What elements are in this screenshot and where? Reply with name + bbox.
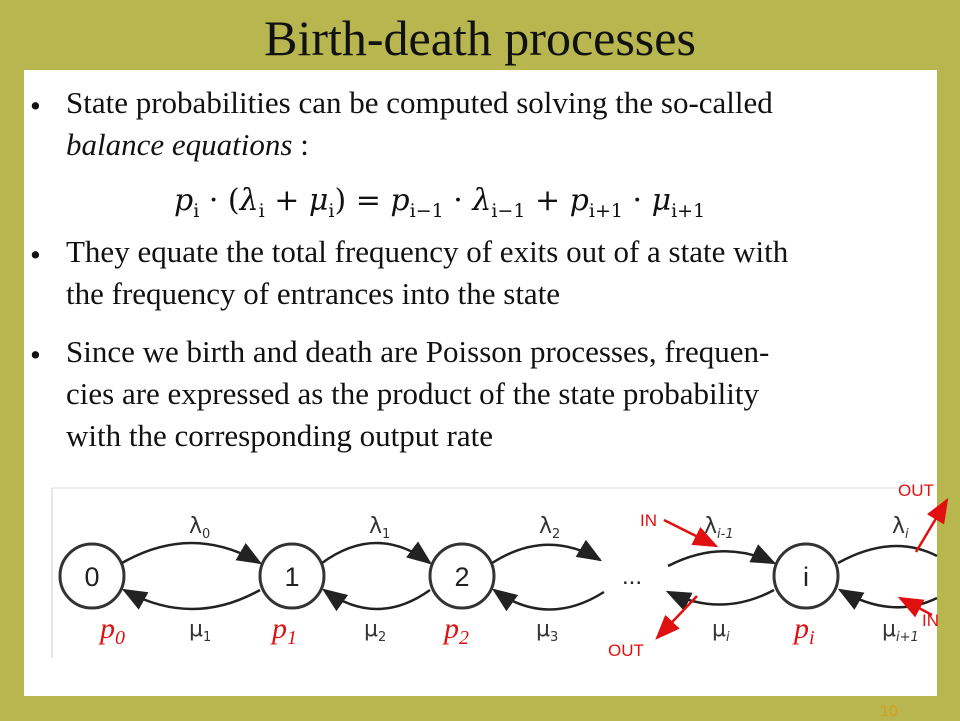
bullet-3-line-2: cies are expressed as the product of the state probability [66, 376, 759, 411]
page-number: 10 [880, 703, 898, 720]
birth-arrow-0 [122, 543, 260, 563]
bullet-1 [66, 82, 926, 166]
balance-equations-term: balance equations [66, 127, 293, 162]
bullet-1-line-2 [66, 124, 926, 166]
state-label-0: 0 [84, 562, 100, 592]
formula-mu: μ [651, 183, 672, 218]
bullet-marker: • [30, 88, 41, 123]
bullet-2-line-2: the frequency of entrances into the state [66, 276, 561, 311]
formula-sub: i+1 [588, 200, 623, 222]
bullet-marker: • [30, 237, 41, 272]
in-label-bottom: IN [922, 611, 939, 630]
death-rate-label: $\mu_{i+1}$ [882, 617, 919, 645]
probability-label-p1: $p_1$ [272, 612, 297, 649]
birth-rate-label: $\lambda_i$ [892, 514, 909, 542]
death-arrow-3 [494, 590, 604, 610]
bullet-3 [66, 331, 926, 457]
bullet-1-colon: : [292, 127, 309, 162]
formula-sub: i [258, 200, 265, 222]
formula-sub: i [193, 200, 200, 222]
birth-rate-label: $\lambda_2$ [539, 514, 561, 542]
birth-death-chain-diagram [52, 481, 939, 660]
birth-arrow-i-1 [668, 551, 774, 566]
probability-label-p2: $p_2$ [444, 612, 469, 649]
state-label-1: 1 [284, 562, 300, 592]
formula-sub: i−1 [409, 200, 444, 222]
bullet-2 [66, 231, 926, 315]
bullet-3-line-1: Since we birth and death are Poisson processes, frequen- [66, 334, 770, 369]
state-label-i: i [803, 562, 809, 592]
death-rate-label: $\mu_i$ [712, 617, 730, 645]
slide-content [24, 70, 937, 696]
probability-label-p0: $p_0$ [100, 612, 125, 649]
death-rate-label: $\mu_3$ [536, 617, 559, 645]
formula-p: p [174, 183, 194, 218]
death-rate-label: $\mu_2$ [364, 617, 387, 645]
birth-rate-label: $\lambda_0$ [189, 514, 211, 542]
out-arrow-top [916, 500, 947, 552]
death-arrow-i-1 [840, 590, 937, 607]
out-arrow-bottom [657, 596, 697, 638]
birth-arrow-i [838, 546, 937, 563]
formula-p: p [390, 183, 410, 218]
formula-lambda: λ [239, 183, 259, 218]
bullet-3-line-3: with the corresponding output rate [66, 418, 494, 453]
death-arrow-2 [324, 590, 430, 609]
formula-sub: i−1 [491, 200, 526, 222]
birth-arrow-1 [322, 543, 430, 563]
birth-rate-label: $\lambda_1$ [369, 514, 391, 542]
out-label-top: OUT [898, 481, 934, 500]
state-label-2: 2 [454, 562, 470, 592]
bullet-2-line-1: They equate the total frequency of exits out of a state with [66, 234, 789, 269]
formula-sub: i+1 [671, 200, 706, 222]
formula-sub: i [328, 200, 335, 222]
probability-label-pi: $p_i$ [794, 612, 815, 649]
bullet-1-line-1: State probabilities can be computed solving the so-called [66, 85, 773, 120]
formula-p: p [569, 183, 589, 218]
bullet-marker: • [30, 337, 41, 372]
slide-title: Birth-death processes [264, 10, 696, 66]
death-arrow-1 [124, 590, 260, 609]
formula-mu: μ [308, 183, 329, 218]
death-arrow-i [668, 590, 774, 605]
birth-rate-label: $\lambda_{i-1}$ [704, 514, 734, 542]
birth-arrow-2 [492, 545, 600, 563]
death-rate-label: $\mu_1$ [189, 617, 212, 645]
balance-equation: $p_i \cdot (\lambda_i + \mu_i) = p_{i-1} \cdot \lambda_{i-1} + p_{i+1} \cdot \mu_{i+1}$ [174, 183, 706, 222]
chain-ellipsis: ... [621, 563, 643, 590]
in-label-top: IN [640, 511, 657, 530]
out-label-bottom: OUT [608, 641, 644, 660]
formula-lambda: λ [472, 183, 492, 218]
